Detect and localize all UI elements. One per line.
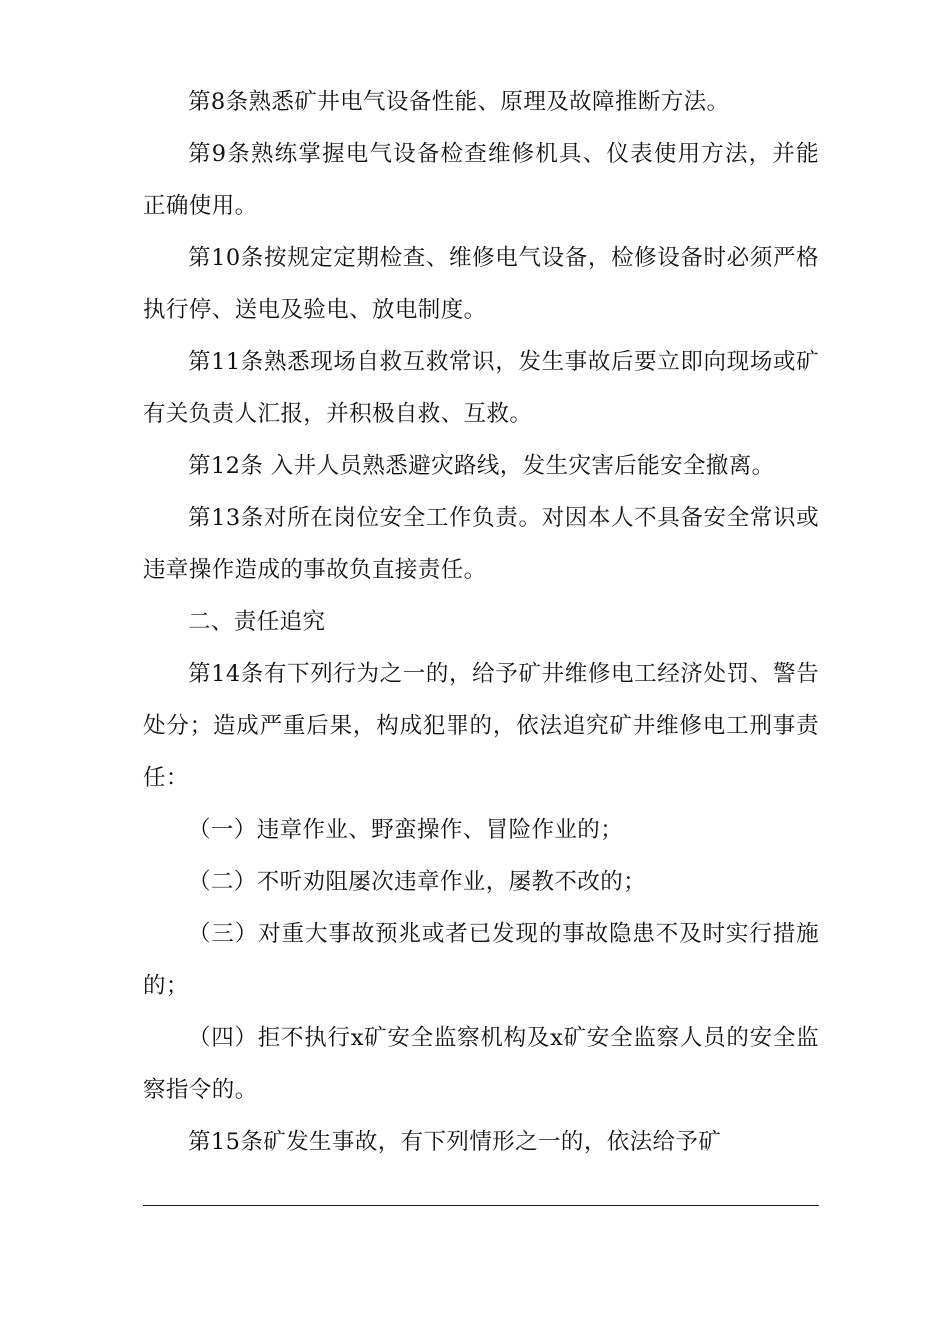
article-15: 第15条矿发生事故，有下列情形之一的，依法给予矿 [188,1129,722,1155]
article-11: 第11条熟悉现场自救互救常识，发生事故后要立即向现场或矿有关负责人汇报，并积极自救、互救。 [143,349,819,427]
footer-divider [143,1205,819,1206]
section-heading-liability: 二、责任追究 [188,609,326,635]
document-body [143,76,819,1168]
article-9: 第9条熟练掌握电气设备检查维修机具、仪表使用方法，并能正确使用。 [143,141,819,219]
article-14-item-1: （一）违章作业、野蛮操作、冒险作业的； [188,817,624,843]
article-13: 第13条对所在岗位安全工作负责。对因本人不具备安全常识或违章操作造成的事故负直接责任。 [143,505,819,583]
article-10: 第10条按规定定期检查、维修电气设备，检修设备时必须严格执行停、送电及验电、放电制度。 [143,245,819,323]
article-8: 第8条熟悉矿井电气设备性能、原理及故障推断方法。 [188,89,730,115]
article-12: 第12条 入井人员熟悉避灾路线，发生灾害后能安全撤离。 [188,453,775,479]
article-14-item-2: （二）不听劝阻屡次违章作业，屡教不改的； [188,869,647,895]
article-14: 第14条有下列行为之一的，给予矿井维修电工经济处罚、警告处分；造成严重后果，构成犯罪的，依法追究矿井维修电工刑事责任： [143,661,819,791]
article-14-item-3: （三）对重大事故预兆或者已发现的事故隐患不及时实行措施的； [143,921,819,999]
article-14-item-4: （四）拒不执行x矿安全监察机构及x矿安全监察人员的安全监察指令的。 [143,1025,819,1103]
